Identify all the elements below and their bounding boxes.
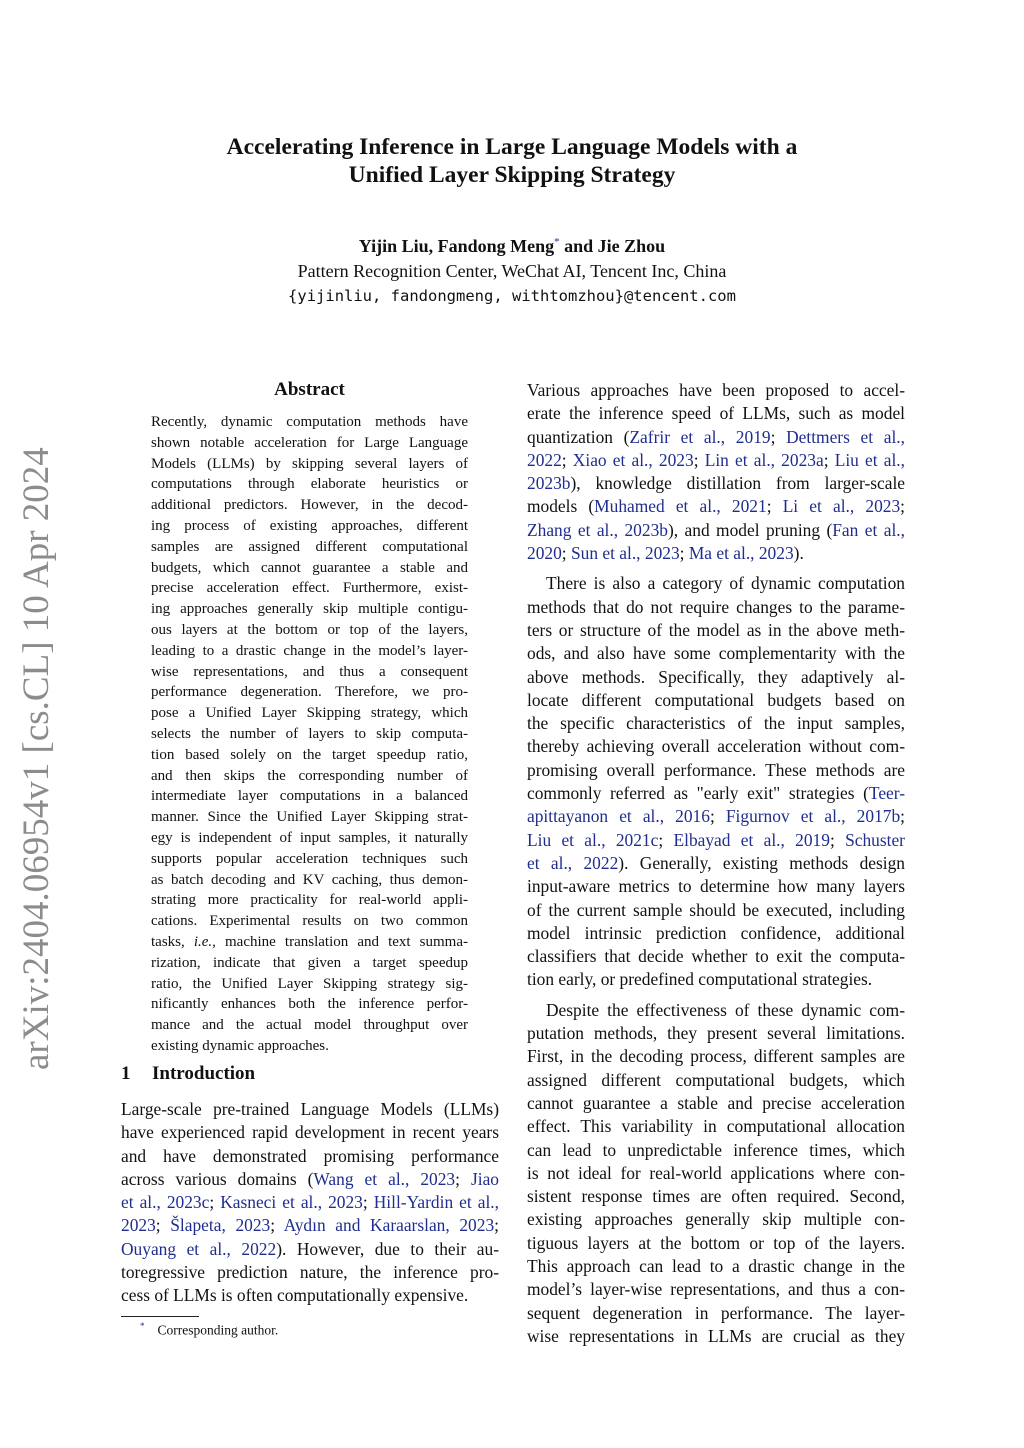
text-line	[121, 1214, 499, 1237]
paragraph	[527, 999, 905, 1348]
text-line	[527, 495, 905, 518]
citation-link[interactable]: Hill-Yardin et al.,	[373, 1192, 499, 1213]
text-line: Various approaches have been proposed to accel-	[527, 380, 905, 400]
text-fragment: ;	[770, 426, 787, 447]
citation-link[interactable]: Dettmers et al.,	[786, 426, 905, 447]
citation-link[interactable]: Zhang et al., 2023b	[527, 519, 668, 540]
abstract-line: as batch decoding and KV caching, thus demon-	[151, 871, 468, 888]
text-fragment: commonly referred as "early exit" strategies (	[527, 783, 869, 804]
paragraph	[527, 379, 905, 565]
text-fragment: across various domains (	[121, 1168, 314, 1189]
right-column	[527, 379, 905, 1348]
text-line	[527, 852, 905, 875]
text-line: methods that do not require changes to the parame-	[527, 596, 905, 617]
text-line: and have demonstrated promising performance	[121, 1145, 499, 1166]
abstract-line: cations. Experimental results on two common	[151, 913, 468, 930]
text-line: cess of LLMs is often computationally expensive.	[121, 1285, 469, 1306]
citation-link[interactable]: 2022	[527, 449, 562, 470]
citation-link[interactable]: Ouyang et al., 2022	[121, 1238, 277, 1259]
text-line: the specific characteristics of the input samples,	[527, 713, 905, 734]
text-fragment: ). However, due to their au-	[276, 1238, 499, 1259]
text-line: is not ideal for real-world applications where con-	[527, 1162, 905, 1183]
abstract-line: pose a Unified Layer Skipping strategy, which	[151, 705, 468, 722]
abstract-line: egy is independent of input samples, it naturally	[151, 829, 468, 846]
abstract-line: precise acceleration effect. Furthermore, exist-	[151, 580, 468, 597]
footnote-marker: *	[140, 1321, 145, 1331]
text-fragment: ;	[693, 449, 705, 470]
abstract-line: performance degeneration. Therefore, we pro-	[151, 684, 468, 701]
text-fragment: ;	[494, 1215, 499, 1236]
abstract-line: mance and the actual model throughput over	[151, 1017, 468, 1034]
text-line: promising overall performance. These methods are	[527, 759, 905, 780]
text-fragment: ).	[793, 543, 804, 564]
abstract-line: computations through elaborate heuristics or	[151, 476, 468, 493]
abstract-line: Recently, dynamic computation methods have	[151, 414, 468, 430]
text-fragment: ), and model pruning (	[667, 519, 833, 540]
abstract-line: wise representations, and thus a consequent	[151, 663, 468, 680]
abstract-line: samples are assigned different computational	[151, 538, 468, 555]
section-title: Introduction	[152, 1063, 256, 1084]
text-fragment: ;	[362, 1192, 374, 1213]
abstract-heading: Abstract	[274, 379, 345, 400]
abstract-line: Models (LLMs) by skipping several layers of	[151, 455, 468, 472]
text-line	[527, 829, 905, 852]
text-line: sequent degeneration in performance. The layer-	[527, 1302, 905, 1323]
citation-link[interactable]: Ma et al., 2023	[688, 543, 794, 564]
author-names-2: and Jie Zhou	[559, 236, 666, 256]
introduction-paragraph	[121, 1098, 499, 1308]
text-fragment: quantization (	[527, 426, 630, 447]
paper-title	[120, 133, 904, 189]
text-line	[527, 542, 905, 565]
citation-link[interactable]: Schuster	[845, 829, 905, 850]
abstract-line: shown notable acceleration for Large Language	[151, 434, 468, 451]
text-line: have experienced rapid development in recent years	[121, 1122, 499, 1143]
citation-link[interactable]: Li et al., 2023	[782, 496, 901, 517]
text-line: of the current sample should be executed, including	[527, 899, 905, 920]
abstract-line: tion based solely on the target speedup ratio,	[151, 746, 468, 763]
text-line: There is also a category of dynamic computation	[546, 573, 905, 594]
text-line: This approach can lead to a drastic change in the	[527, 1255, 905, 1276]
abstract-line: intermediate layer computations in a balanced	[151, 788, 468, 805]
citation-link[interactable]: Fan et al.,	[832, 519, 905, 540]
text-fragment: ;	[455, 1168, 471, 1189]
abstract-line: budgets, which cannot guarantee a stable and	[151, 559, 468, 576]
text-fragment: ;	[561, 449, 573, 470]
footnote-text: Corresponding author.	[157, 1322, 279, 1338]
text-line: effect. This variability in computational allocation	[527, 1116, 905, 1137]
text-fragment: ;	[709, 806, 726, 827]
text-fragment: ;	[766, 496, 783, 517]
text-fragment: ), knowledge distillation from larger-scale	[570, 473, 905, 494]
paragraph-gap	[527, 992, 905, 999]
text-line: Despite the effectiveness of these dynamic com-	[546, 999, 905, 1020]
text-fragment: ;	[270, 1215, 284, 1236]
abstract-line: selects the number of layers to skip computa-	[151, 725, 468, 742]
section-number: 1	[121, 1063, 131, 1084]
text-line	[527, 782, 905, 805]
abstract-text	[151, 412, 468, 1057]
text-fragment: ;	[679, 543, 689, 564]
text-line: input-aware metrics to determine how many layers	[527, 876, 905, 897]
citation-link[interactable]: Elbayad et al., 2019	[673, 829, 830, 850]
text-line: can lead to unpredictable inference times, which	[527, 1139, 905, 1160]
text-line: existing approaches generally skip multiple con-	[527, 1209, 905, 1230]
text-line: putation methods, they present several limitations.	[527, 1023, 905, 1044]
text-line: erate the inference speed of LLMs, such as model	[527, 403, 905, 424]
text-line: wise representations in LLMs are crucial as they	[527, 1325, 905, 1346]
text-line: sistent response times are often required. Second,	[527, 1186, 905, 1207]
text-fragment: ;	[658, 829, 674, 850]
text-line: tiguous layers at the bottom or top of the layers.	[527, 1232, 905, 1253]
text-line: model intrinsic prediction confidence, additional	[527, 922, 905, 943]
citation-link[interactable]: Sun et al., 2023	[570, 543, 680, 564]
citation-link[interactable]: Lin et al., 2023a	[704, 449, 824, 470]
abstract-line: leading to a drastic change in the model’s layer-	[151, 642, 468, 659]
text-line: locate different computational budgets based on	[527, 689, 905, 710]
section-heading-introduction	[121, 1062, 501, 1086]
citation-link[interactable]: et al., 2022	[527, 852, 619, 873]
abstract-line: manner. Since the Unified Layer Skipping strat-	[151, 809, 468, 826]
text-fragment: models (	[527, 496, 595, 517]
abstract-line: tasks, i.e., machine translation and text summa-	[151, 933, 468, 950]
abstract-line: and then skips the corresponding number of	[151, 767, 468, 784]
text-line: toregressive prediction nature, the inference pro-	[121, 1262, 499, 1283]
text-line: tion early, or predefined computational strategies.	[527, 969, 873, 990]
arxiv-identifier: arXiv:2404.06954v1 [cs.CL] 10 Apr 2024	[16, 447, 57, 1070]
abstract-line: supports popular acceleration techniques such	[151, 850, 468, 867]
citation-link[interactable]: Muhamed et al., 2021	[594, 496, 767, 517]
citation-link[interactable]: Šlapeta, 2023	[170, 1215, 271, 1236]
affiliation: Pattern Recognition Center, WeChat AI, Tencent Inc, China	[297, 261, 727, 281]
abstract-line: strating more practicality for real-world appli-	[151, 892, 468, 909]
text-line	[527, 449, 905, 472]
text-line: ters or structure of the model as in the above meth-	[527, 619, 905, 640]
text-line: above methods. Specifically, they adaptively al-	[527, 666, 905, 687]
author-emails: {yijinliu, fandongmeng, withtomzhou}@tencent.com	[288, 287, 736, 305]
citation-link[interactable]: Aydın and Karaarslan, 2023	[283, 1215, 495, 1236]
text-line	[527, 472, 905, 495]
citation-link[interactable]: Liu et al.,	[834, 449, 905, 470]
author-names-1: Yijin Liu, Fandong Meng	[358, 236, 555, 256]
text-fragment: ;	[829, 829, 846, 850]
text-fragment: ;	[823, 449, 835, 470]
abstract-line: existing dynamic approaches.	[151, 1037, 329, 1054]
text-fragment: ;	[561, 543, 571, 564]
text-line: model’s layer-wise representations, and thus a con-	[527, 1279, 905, 1300]
text-line	[527, 519, 905, 542]
text-fragment: ;	[209, 1192, 221, 1213]
citation-link[interactable]: 2020	[527, 543, 562, 564]
text-line	[527, 805, 905, 828]
citation-link[interactable]: Liu et al., 2021c	[527, 829, 659, 850]
citation-link[interactable]: Kasneci et al., 2023	[220, 1192, 363, 1213]
text-line	[527, 426, 905, 449]
title-line: Unified Layer Skipping Strategy	[348, 162, 676, 188]
text-fragment: ;	[155, 1215, 171, 1236]
text-line: cannot guarantee a stable and precise acceleration	[527, 1092, 905, 1113]
abstract-line: ing approaches generally skip multiple contigu-	[151, 601, 468, 618]
citation-link[interactable]: Wang et al., 2023	[313, 1168, 456, 1189]
corresponding-marker: *	[554, 236, 560, 248]
citation-link[interactable]: Teer-	[868, 783, 905, 804]
paragraph-gap	[527, 565, 905, 572]
text-line: assigned different computational budgets, which	[527, 1069, 905, 1090]
author-block	[120, 230, 904, 309]
text-line: Large-scale pre-trained Language Models (LLMs)	[121, 1099, 499, 1119]
abstract-line: additional predictors. However, in the decod-	[151, 497, 468, 514]
abstract-line: rization, indicate that given a target speedup	[151, 954, 468, 971]
text-line: First, in the decoding process, different samples are	[527, 1046, 905, 1067]
text-line: ods, and also have some complementarity with the	[527, 643, 905, 664]
citation-link[interactable]: Figurnov et al., 2017b	[725, 806, 901, 827]
citation-link[interactable]: Jiao	[470, 1168, 499, 1189]
text-line: classifiers that decide whether to exit the computa-	[527, 946, 905, 967]
citation-link[interactable]: Xiao et al., 2023	[572, 449, 694, 470]
text-fragment: ;	[900, 806, 906, 827]
text-line	[121, 1168, 499, 1191]
abstract-line: nificantly enhances both the inference perfor-	[151, 996, 468, 1013]
abstract-line: ing process of existing approaches, different	[151, 517, 468, 534]
text-fragment: ). Generally, existing methods design	[618, 852, 905, 873]
citation-link[interactable]: Zafrir et al., 2019	[629, 426, 771, 447]
text-line	[121, 1238, 499, 1261]
citation-link[interactable]: et al., 2023c	[121, 1192, 210, 1213]
text-line	[121, 1191, 499, 1214]
citation-link[interactable]: 2023	[121, 1215, 156, 1236]
footnote	[140, 1316, 500, 1341]
paragraph	[527, 572, 905, 991]
author-names	[120, 230, 904, 259]
text-fragment: ;	[900, 496, 905, 517]
text-line: thereby achieving overall acceleration without com-	[527, 736, 905, 757]
citation-link[interactable]: 2023b	[527, 473, 571, 494]
title-line: Accelerating Inference in Large Language Models with a	[226, 134, 798, 160]
abstract-line: ous layers at the bottom or top of the layers,	[151, 621, 468, 638]
abstract-line: ratio, the Unified Layer Skipping strategy sig-	[151, 975, 468, 992]
citation-link[interactable]: apittayanon et al., 2016	[527, 806, 710, 827]
